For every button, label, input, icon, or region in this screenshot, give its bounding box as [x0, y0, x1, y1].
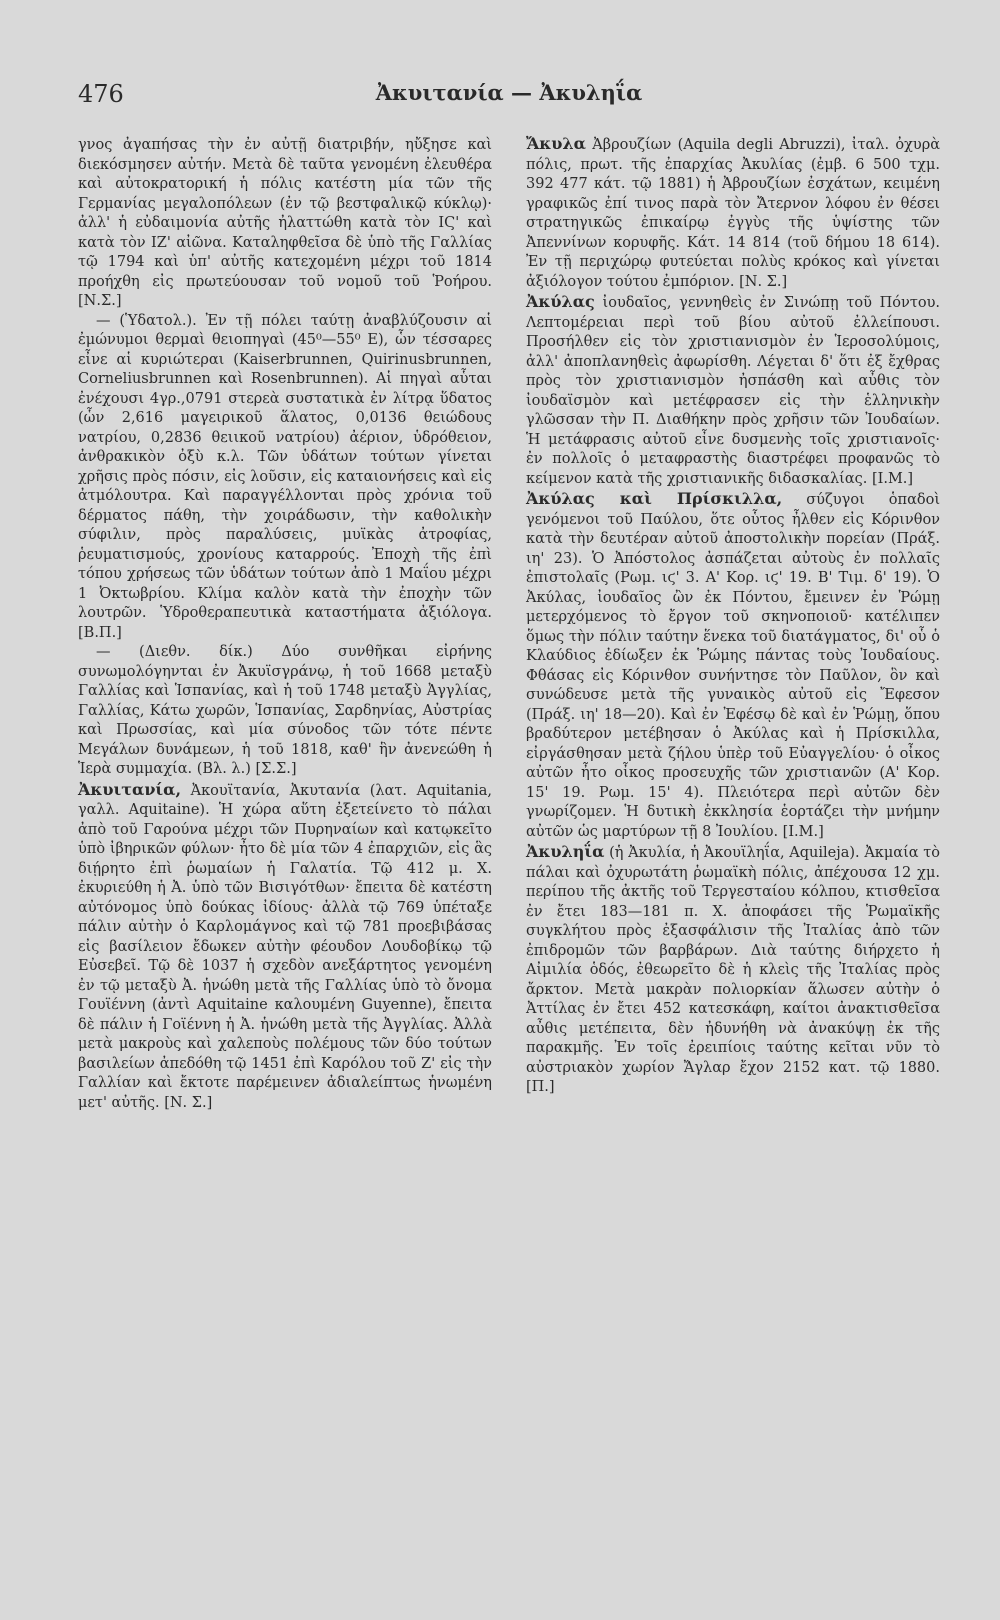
entry: [526, 292, 940, 489]
entry-headword: Ἄκυλα: [526, 134, 586, 153]
entry: [526, 842, 940, 1098]
page-header: [78, 80, 940, 116]
entry: [526, 134, 940, 292]
entry-text: Ἀκουϊτανία, Ἀκυτανία (λατ. Aquitania, γαλλ. Aquitaine). Ἡ χώρα αὕτη ἐξετείνετο τὸ πάλαι ἀπὸ τοῦ Γαρούνα μέχρι τῶν Πυρηναίων καὶ κατῳκεῖτο ὑπὸ ἰβηρικῶν φύλων· ἦτο δὲ μία τῶν 4 ἐπαρχιῶν, εἰς ἃς διῄρητο ἐπὶ ῥωμαίων ἡ Γαλατία. Τῷ 412 μ. Χ. ἐκυριεύθη ἡ Ἀ. ὑπὸ τῶν Βισιγότθων· ἔπειτα δὲ κατέστη αὐτόνομος ὑπὸ δούκας ἰδίους· ἀλλὰ τῷ 769 ὑπέταξε πάλιν αὐτὴν ὁ Καρλομάγνος καὶ τῷ 781 προεβιβάσας εἰς βασίλειον ἔδωκεν αὐτὴν φέουδον Λουδοβίκῳ τῷ Εὐσεβεῖ. Τῷ δὲ 1037 ἡ σχεδὸν ανεξάρτητος γενομένη ἐν τῷ μεταξὺ Ἀ. ἡνώθη μετὰ τῆς Γαλλίας ὑπὸ τὸ ὄνομα Γουϊέννη (ἀντὶ Aquitaine καλουμένη Guyenne), ἔπειτα δὲ πάλιν ἡ Γοϊέννη ἡ Ἀ. ἡνώθη μετὰ τῆς Ἀγγλίας. Ἀλλὰ μετὰ μακροὺς καὶ χαλεποὺς πολέμους τῶν δύο τούτων βασιλείων ἀπεδόθη τῷ 1451 ἐπὶ Καρόλου τοῦ Ζ' εἰς τὴν Γαλλίαν καὶ ἔκτοτε παρέμεινεν ἀδιαλείπτως ἡνωμένη μετ' αὐτῆς. [Ν. Σ.]: [78, 782, 492, 1111]
entry: [78, 312, 492, 644]
entry-text: σύζυγοι ὁπαδοὶ γενόμενοι τοῦ Παύλου, ὅτε οὗτος ἦλθεν εἰς Κόρινθον κατὰ τὴν δευτέραν αὐτοῦ ἀποστολικὴν πορείαν (Πράξ. ιη' 23). Ὁ Ἀπόστολος ἀσπάζεται αὐτοὺς ἐν πολλαῖς ἐπιστολαῖς (Ρωμ. ιϛ' 3. Α' Κορ. ιϛ' 19. Β' Τιμ. δ' 19). Ὁ Ἀκύλας, ἰουδαῖος ὢν ἐκ Πόντου, ἔμεινεν ἐν Ῥώμῃ μετερχόμενος τὸ ἔργον τοῦ σκηνοποιοῦ· κατέλιπεν ὅμως τὴν πόλιν ταύτην ἕνεκα τοῦ διατάγματος, δι' οὗ ὁ Κλαύδιος ἐδίωξεν ἐκ Ῥώμης πάντας τοὺς Ἰουδαίους. Φθάσας εἰς Κόρινθον συνήντησε τὸν Παῦλον, ὃν καὶ συνώδευσε μετὰ τῆς γυναικὸς αὐτοῦ εἰς Ἔφεσον (Πράξ. ιη' 18—20). Καὶ ἐν Ἐφέσῳ δὲ καὶ ἐν Ῥώμῃ, ὅπου βραδύτερον μετέβησαν ὁ Ἀκύλας καὶ ἡ Πρίσκιλλα, εἰργάσθησαν μετὰ ζήλου ὑπὲρ τοῦ Εὐαγγελίου· ὁ οἶκος αὐτῶν ἦτο οἶκος προσευχῆς τῶν χριστιανῶν (Α' Κορ. 15' 19. Ρωμ. 15' 4). Πλειότερα περὶ αὐτῶν δὲν γνωρίζομεν. Ἡ δυτικὴ ἐκκλησία ἑορτάζει τὴν μνήμην αὐτῶν ὡς μαρτύρων τῇ 8 Ἰουλίου. [Ι.Μ.]: [526, 492, 941, 840]
entry: [78, 780, 492, 1114]
entry-text: ἰουδαῖος, γεννηθεὶς ἐν Σινώπῃ τοῦ Πόντου. Λεπτομέρειαι περὶ τοῦ βίου αὐτοῦ ἐλλείπουσι. Προσήλθεν εἰς τὸν χριστιανισμὸν ἐν Ἱεροσολύμοις, ἀλλ' ἀποπλανηθεὶς ἀφωρίσθη. Λέγεται δ' ὅτι ἐξ ἔχθρας πρὸς τὸν χριστιανισμὸν ἠσπάσθη καὶ αὖθις τὸν ἰουδαϊσμὸν καὶ μετέφρασεν εἰς τὴν ἑλληνικὴν γλῶσσαν τὴν Π. Διαθήκην πρὸς χρῆσιν τῶν Ἰουδαίων. Ἡ μετάφρασις αὐτοῦ εἶνε δυσμενὴς τοῖς χριστιανοῖς· ἐν πολλοῖς ὁ μεταφραστὴς διαστρέφει προφανῶς τὸ κείμενον κατὰ τῆς χριστιανικῆς διδασκαλίας. [Ι.Μ.]: [526, 295, 940, 487]
entry-text: (ἡ Ἀκυλία, ἡ Ἀκουϊληΐα, Aquileja). Ἀκμαία τὸ πάλαι καὶ ὀχυρωτάτη ῥωμαϊκὴ πόλις, ἀπέχουσα 12 χμ. περίπου τῆς ἀκτῆς τοῦ Τεργεσταίου κόλπου, κτισθεῖσα ἐν ἔτει 183—181 π. Χ. ἀποφάσει τῆς Ῥωμαϊκῆς συγκλήτου πρὸς ἐξασφάλισιν τῆς Ἰταλίας ἀπὸ τῶν ἐπιδρομῶν τῶν βαρβάρων. Διὰ ταύτης διήρχετο ἡ Αἰμιλία ὁδός, ἐθεωρεῖτο δὲ ἡ κλεὶς τῆς Ἰταλίας πρὸς ἄρκτον. Μετὰ μακρὰν πολιορκίαν ἅλωσεν αὐτὴν ὁ Ἀττίλας ἐν ἔτει 452 κατεσκάφη, καίτοι ἀνακτισθεῖσα αὖθις μετέπειτα, δὲν ἠδυνήθη νὰ ἀνακύψῃ ἐκ τῆς παρακμῆς. Ἐν τοῖς ἐρειπίοις ταύτης κεῖται νῦν τὸ αὐστριακὸν χωρίον Ἄγλαρ ἔχον 2152 κατ. τῷ 1880. [Π.]: [526, 845, 941, 1095]
entry: [78, 643, 492, 780]
left-column: [78, 134, 492, 1113]
entry-headword: — (Ὑδατολ.).: [96, 312, 197, 329]
entry-headword: Ἀκυληΐα: [526, 842, 605, 861]
entry-headword: — (Διεθν. δίκ.): [96, 644, 253, 660]
entry-headword: Ἀκυιτανία,: [78, 779, 182, 799]
right-column: [526, 134, 940, 1098]
entry-text: γνος ἀγαπήσας τὴν ἐν αὐτῇ διατριβήν, ηὔξησε καὶ διεκόσμησεν αὐτήν. Μετὰ δὲ ταῦτα γενομένη ἐλευθέρα καὶ αὐτοκρατορική ἡ πόλις κατέστη μία τῶν τῆς Γερμανίας μεγαλοπόλεων (ἐν τῷ βεστφαλικῷ κύκλῳ)· ἀλλ' ἡ εὐδαιμονία αὐτῆς ἠλαττώθη κατὰ τὸν ΙϚ' καὶ κατὰ τὸν ΙΖ' αἰῶνα. Καταληφθεῖσα δὲ ὑπὸ τῆς Γαλλίας τῷ 1794 καὶ ὑπ' αὐτῆς κατεχομένη μέχρι τοῦ 1814 προήχθη εἰς πρωτεύουσαν τοῦ νομοῦ τοῦ Ῥοήρου. [Ν.Σ.]: [78, 137, 492, 309]
entry-text: Ἐν τῇ πόλει ταύτῃ ἀναβλύζουσιν αἱ ἐμώνυμοι θερμαὶ θειοπηγαὶ (45⁰—55⁰ Ε), ὧν τέσσαρες εἶνε αἱ κυριώτεραι (Kaiserbrunnen, Quirinusbrunnen, Corneliusbrunnen καὶ Rosenbrunnen). Αἱ πηγαὶ αὗται ἐνέχουσι 4γρ.,0791 στερεὰ συστατικὰ ἐν λίτρᾳ ὕδατος (ὧν 2,616 μαγειρικοῦ ἅλατος, 0,0136 θειώδους νατρίου, 0,2836 θειικοῦ νατρίου) ἀέριον, ὑδρόθειον, ἀνθρακικὸν ὀξὺ κ.λ. Τῶν ὑδάτων τούτων γίνεται χρῆσις πρὸς πόσιν, εἰς λοῦσιν, εἰς καταιονήσεις καὶ εἰς ἀτμόλουτρα. Καὶ παραγγέλλονται πρὸς χρόνια τοῦ δέρματος πάθη, τὴν χοιράδωσιν, τὴν καθολικὴν σύφιλιν, πρὸς παραλύσεις, μυϊκὰς ἀτροφίας, ῥευματισμούς, χρονίους καταρρούς. Ἐποχὴ τῆς ἐπὶ τόπου χρήσεως τῶν ὑδάτων τούτων ἀπὸ 1 Μαΐου μέχρι 1 Ὀκτωβρίου. Κλίμα καλὸν κατὰ τὴν ἐποχὴν τῶν λουτρῶν. Ὑδροθεραπευτικὰ καταστήματα ἀξιόλογα. [Β.Π.]: [78, 312, 492, 641]
entry: [78, 134, 492, 312]
entry-text: Ἀβρουζίων (Aquila degli Abruzzi), ἰταλ. ὀχυρὰ πόλις, πρωτ. τῆς ἐπαρχίας Ἀκυλίας (ἐμβ. 6 500 τχμ. 392 477 κάτ. τῷ 1881) ἡ Ἀβρουζίων ἐσχάτων, κειμένη γραφικῶς ἐπί τινος παρὰ τὸν Ἄτερνον λόφου ἐν θέσει στρατηγικῶς ἐπικαίρῳ ἐγγὺς τῆς ὑψίστης τῶν Ἀπεννίνων κορυφῆς. Κάτ. 14 814 (τοῦ δήμου 18 614). Ἐν τῇ περιχώρῳ φυτεύεται πολὺς κρόκος καὶ γίνεται ἀξιόλογον τούτου ἐμπόριον. [Ν. Σ.]: [526, 137, 941, 290]
page-number: 476: [78, 80, 124, 108]
entry-headword: Ἀκύλας: [526, 292, 595, 311]
entry-text: Δύο συνθῆκαι εἰρήνης συνωμολόγηνται ἐν Ἀκυϊσγράνῳ, ἡ τοῦ 1668 μεταξὺ Γαλλίας καὶ Ἱσπανίας, καὶ ἡ τοῦ 1748 μεταξὺ Ἀγγλίας, Γαλλίας, Κάτω χωρῶν, Ἱσπανίας, Σαρδηνίας, Αὐστρίας καὶ Πρωσσίας, καὶ μία σύνοδος τῶν τότε πέντε Μεγάλων δυνάμεων, ἡ τοῦ 1818, καθ' ἣν ἀνενεώθη ἡ Ἱερὰ συμμαχία. (Βλ. λ.) [Σ.Σ.]: [78, 644, 492, 777]
entry: [526, 489, 940, 842]
entry-headword: Ἀκύλας καὶ Πρίσκιλλα,: [526, 489, 783, 508]
running-head: Ἀκυιτανία — Ἀκυληΐα: [375, 80, 643, 105]
